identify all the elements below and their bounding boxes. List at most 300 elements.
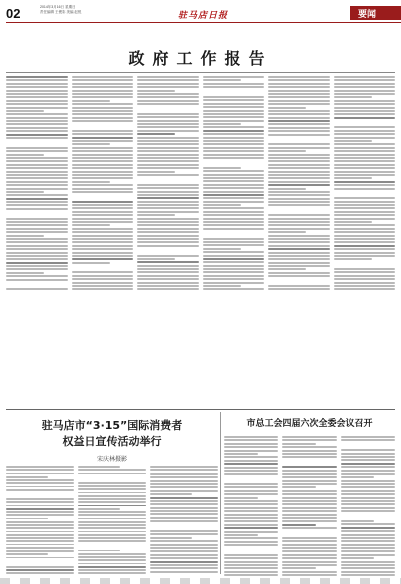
text-line xyxy=(6,150,68,152)
text-line xyxy=(224,557,278,559)
text-line xyxy=(72,231,134,233)
text-line xyxy=(268,147,330,149)
text-line xyxy=(72,211,134,213)
text-line xyxy=(137,197,199,199)
text-line xyxy=(341,554,395,556)
text-line xyxy=(341,564,395,566)
text-line xyxy=(78,488,146,490)
text-line xyxy=(137,214,175,216)
text-line xyxy=(224,446,278,448)
text-line xyxy=(203,184,265,186)
text-line xyxy=(334,110,396,112)
text-line xyxy=(6,498,74,500)
text-line xyxy=(224,470,278,472)
text-line xyxy=(72,137,134,139)
text-line xyxy=(72,164,134,166)
text-line xyxy=(6,201,68,203)
text-line xyxy=(341,540,395,542)
text-line xyxy=(224,500,278,502)
text-line xyxy=(203,204,241,206)
text-line xyxy=(6,531,74,533)
text-line xyxy=(282,500,336,502)
text-line xyxy=(78,550,120,552)
text-line xyxy=(6,550,74,552)
text-line xyxy=(6,537,74,539)
text-line xyxy=(6,174,68,176)
text-line xyxy=(268,194,330,196)
consumer-rights-story xyxy=(6,416,218,576)
text-line xyxy=(6,501,74,503)
text-line xyxy=(6,466,74,468)
text-line xyxy=(78,559,146,561)
union-story-body xyxy=(224,436,395,576)
text-line xyxy=(137,160,199,162)
text-line xyxy=(268,231,306,233)
text-line xyxy=(6,469,74,471)
text-line xyxy=(203,180,265,182)
text-line xyxy=(282,574,336,576)
text-line xyxy=(341,480,395,482)
text-line xyxy=(137,154,199,156)
text-line xyxy=(6,511,74,513)
text-line xyxy=(268,275,330,277)
text-line xyxy=(6,476,48,478)
text-line xyxy=(341,436,395,438)
text-line xyxy=(282,567,316,569)
text-line xyxy=(341,466,395,468)
text-line xyxy=(224,486,278,488)
text-line xyxy=(150,490,218,492)
paragraph-gap xyxy=(334,262,396,267)
text-line xyxy=(78,531,146,533)
paragraph-gap xyxy=(72,265,134,270)
text-line xyxy=(341,507,395,509)
text-line xyxy=(334,164,396,166)
text-line xyxy=(203,130,265,132)
text-line xyxy=(334,154,396,156)
text-line xyxy=(268,248,330,250)
text-line xyxy=(6,479,74,481)
text-line xyxy=(72,245,134,247)
text-line xyxy=(137,174,199,176)
text-line xyxy=(6,137,68,139)
text-line xyxy=(282,493,336,495)
text-line xyxy=(341,493,395,495)
text-line xyxy=(334,278,396,280)
text-line xyxy=(150,469,218,471)
paragraph-gap xyxy=(203,231,265,236)
text-line xyxy=(341,567,395,569)
text-line xyxy=(72,150,134,152)
paragraph-gap xyxy=(341,443,395,448)
paragraph-gap xyxy=(137,248,199,253)
text-line xyxy=(224,493,278,495)
paragraph-gap xyxy=(224,477,278,482)
text-line xyxy=(72,221,134,223)
paragraph-gap xyxy=(6,492,74,497)
text-line xyxy=(334,271,396,273)
text-line xyxy=(203,285,241,287)
text-line xyxy=(268,143,330,145)
text-line xyxy=(334,221,372,223)
text-line xyxy=(6,79,68,81)
text-line xyxy=(6,164,68,166)
text-line xyxy=(203,143,265,145)
text-line xyxy=(334,143,396,145)
text-line xyxy=(268,235,330,237)
text-line xyxy=(6,171,68,173)
text-line xyxy=(268,96,330,98)
text-line xyxy=(334,238,396,240)
text-line xyxy=(334,171,396,173)
text-line xyxy=(334,86,396,88)
text-line xyxy=(6,147,68,149)
text-line xyxy=(78,524,146,526)
union-story-title: 市总工会四届六次全委会议召开 xyxy=(246,419,373,429)
text-line xyxy=(282,466,336,468)
text-line xyxy=(334,160,396,162)
text-line xyxy=(282,503,336,505)
text-line xyxy=(203,251,265,253)
text-line xyxy=(282,550,336,552)
text-line xyxy=(72,100,110,102)
text-line xyxy=(224,520,278,522)
paragraph-gap xyxy=(137,107,199,112)
text-line xyxy=(6,93,68,95)
text-line xyxy=(224,517,278,519)
text-line xyxy=(203,278,265,280)
text-line xyxy=(137,126,199,128)
paragraph-gap xyxy=(268,279,330,284)
text-line xyxy=(72,96,134,98)
paragraph-gap xyxy=(341,514,395,519)
text-line xyxy=(282,446,336,448)
text-line xyxy=(282,480,336,482)
text-line xyxy=(6,86,68,88)
text-line xyxy=(150,544,218,546)
section-label: 要闻 xyxy=(358,9,377,19)
text-line xyxy=(78,534,146,536)
text-line xyxy=(224,544,278,546)
text-line xyxy=(137,137,199,139)
text-line xyxy=(341,571,395,573)
text-line xyxy=(6,241,68,243)
masthead-rule xyxy=(6,22,401,23)
text-line xyxy=(341,486,395,488)
text-line xyxy=(203,147,265,149)
text-line xyxy=(282,554,336,556)
text-line xyxy=(282,571,336,573)
text-line xyxy=(6,107,68,109)
text-line xyxy=(72,130,134,132)
text-line xyxy=(137,184,199,186)
text-line xyxy=(6,221,68,223)
text-line xyxy=(282,486,316,488)
main-headline: 政府工作报告 xyxy=(128,49,273,68)
text-line xyxy=(341,561,395,563)
text-line xyxy=(72,282,134,284)
text-line xyxy=(78,537,146,539)
text-line xyxy=(203,154,265,156)
text-line xyxy=(268,86,330,88)
text-line xyxy=(341,470,395,472)
text-line xyxy=(150,561,218,563)
text-line xyxy=(137,255,199,257)
text-line xyxy=(268,191,330,193)
text-line xyxy=(224,467,278,469)
text-line xyxy=(224,507,278,509)
text-line xyxy=(137,93,199,95)
paragraph-gap xyxy=(224,547,278,552)
text-line xyxy=(6,224,68,226)
text-line xyxy=(150,500,218,502)
text-line xyxy=(268,120,330,122)
text-line xyxy=(341,574,395,576)
text-line xyxy=(334,258,372,260)
text-line xyxy=(137,79,199,81)
text-line xyxy=(334,93,396,95)
text-line xyxy=(268,103,330,105)
text-line xyxy=(6,198,68,200)
text-line xyxy=(137,133,175,135)
story-column xyxy=(6,466,74,574)
text-line xyxy=(341,453,395,455)
text-line xyxy=(341,547,395,549)
text-line xyxy=(72,235,134,237)
text-line xyxy=(6,188,68,190)
paragraph-gap xyxy=(6,140,68,145)
text-line xyxy=(203,248,241,250)
text-line xyxy=(334,211,396,213)
text-line xyxy=(6,557,74,559)
text-line xyxy=(334,285,396,287)
text-line xyxy=(268,245,330,247)
text-line xyxy=(6,252,68,254)
text-line xyxy=(334,241,396,243)
text-line xyxy=(268,174,330,176)
text-line xyxy=(203,96,265,98)
text-line xyxy=(6,160,68,162)
paragraph-gap xyxy=(78,476,146,481)
article-column xyxy=(268,76,330,408)
text-line xyxy=(6,514,74,516)
text-line xyxy=(72,184,134,186)
text-line xyxy=(6,184,68,186)
text-line xyxy=(282,544,336,546)
text-line xyxy=(6,120,68,122)
text-line xyxy=(6,473,74,475)
text-line xyxy=(6,90,68,92)
text-line xyxy=(150,550,218,552)
article-column xyxy=(72,76,134,408)
text-line xyxy=(334,150,396,152)
text-line xyxy=(137,167,199,169)
text-line xyxy=(137,130,199,132)
text-line xyxy=(203,261,265,263)
text-line xyxy=(72,288,134,290)
text-line xyxy=(78,485,146,487)
text-line xyxy=(72,113,134,115)
text-line xyxy=(137,211,199,213)
text-line xyxy=(268,167,330,169)
text-line xyxy=(334,130,396,132)
text-line xyxy=(72,191,134,193)
text-line xyxy=(334,90,396,92)
text-line xyxy=(334,248,396,250)
text-line xyxy=(137,194,199,196)
text-line xyxy=(341,490,395,492)
text-line xyxy=(224,541,278,543)
text-line xyxy=(268,79,330,81)
page-footer-pattern xyxy=(0,578,401,584)
text-line xyxy=(334,184,396,186)
text-line xyxy=(268,107,306,109)
text-line xyxy=(224,460,278,462)
text-line xyxy=(72,224,110,226)
text-line xyxy=(224,527,278,529)
text-line xyxy=(268,241,330,243)
text-line xyxy=(6,231,68,233)
text-line xyxy=(224,524,278,526)
text-line xyxy=(72,76,134,78)
paragraph-gap xyxy=(334,191,396,196)
text-line xyxy=(334,275,396,277)
text-line xyxy=(6,534,74,536)
text-line xyxy=(150,507,218,509)
text-line xyxy=(72,181,110,183)
text-line xyxy=(341,473,395,475)
text-line xyxy=(282,527,336,529)
text-line xyxy=(224,561,278,563)
text-line xyxy=(334,245,396,247)
text-line xyxy=(6,181,68,183)
text-line xyxy=(268,204,330,206)
text-line xyxy=(6,279,68,281)
text-line xyxy=(137,143,199,145)
paragraph-gap xyxy=(6,282,68,287)
text-line xyxy=(282,561,336,563)
text-line xyxy=(150,486,218,488)
paragraph-gap xyxy=(282,531,336,536)
text-line xyxy=(72,140,134,142)
text-line xyxy=(203,238,265,240)
text-line xyxy=(268,181,330,183)
text-line xyxy=(6,505,74,507)
text-line xyxy=(334,282,396,284)
text-line xyxy=(341,439,395,441)
text-line xyxy=(224,510,278,512)
text-line xyxy=(150,530,218,532)
text-line xyxy=(72,133,134,135)
text-line xyxy=(137,150,199,152)
text-line xyxy=(341,520,375,522)
text-line xyxy=(334,100,396,102)
text-line xyxy=(282,490,336,492)
section-divider xyxy=(6,409,395,410)
text-line xyxy=(6,76,68,78)
text-line xyxy=(137,228,199,230)
text-line xyxy=(6,288,68,290)
text-line xyxy=(334,288,396,290)
text-line xyxy=(203,79,241,81)
text-line xyxy=(137,221,199,223)
text-line xyxy=(72,262,110,264)
text-line xyxy=(203,106,265,108)
text-line xyxy=(150,493,192,495)
text-line xyxy=(334,126,396,128)
text-line xyxy=(334,140,372,142)
text-line xyxy=(150,476,218,478)
text-line xyxy=(72,271,134,273)
text-line xyxy=(6,218,68,220)
text-line xyxy=(6,204,68,206)
text-line xyxy=(72,214,134,216)
text-line xyxy=(72,107,134,109)
text-line xyxy=(72,174,134,176)
text-line xyxy=(282,547,336,549)
text-line xyxy=(203,170,265,172)
text-line xyxy=(282,456,336,458)
headline-rule xyxy=(6,72,395,73)
text-line xyxy=(282,510,336,512)
text-line xyxy=(6,508,74,510)
text-line xyxy=(78,556,146,558)
text-line xyxy=(282,473,336,475)
text-line xyxy=(150,503,218,505)
text-line xyxy=(203,99,265,101)
text-line xyxy=(72,188,134,190)
text-line xyxy=(6,540,74,542)
text-line xyxy=(268,218,330,220)
text-line xyxy=(224,574,278,576)
newspaper-logo: 驻马店日报 xyxy=(178,11,229,21)
text-line xyxy=(341,527,395,529)
text-line xyxy=(137,116,199,118)
paragraph-gap xyxy=(334,120,396,125)
text-line xyxy=(203,288,265,290)
text-line xyxy=(334,252,396,254)
story-column xyxy=(150,466,218,574)
text-line xyxy=(282,507,336,509)
text-line xyxy=(203,265,265,267)
text-line xyxy=(341,500,395,502)
text-line xyxy=(203,86,265,88)
text-line xyxy=(268,90,330,92)
text-line xyxy=(334,137,396,139)
text-line xyxy=(137,218,199,220)
text-line xyxy=(150,564,218,566)
text-line xyxy=(6,96,68,98)
text-line xyxy=(341,463,395,465)
text-line xyxy=(268,177,330,179)
text-line xyxy=(137,265,199,267)
text-line xyxy=(334,231,396,233)
text-line xyxy=(268,130,330,132)
text-line xyxy=(268,117,330,119)
text-line xyxy=(203,255,265,257)
text-line xyxy=(72,207,134,209)
paragraph-gap xyxy=(137,177,199,182)
text-line xyxy=(137,261,199,263)
consumer-title-line-1: 驻马店市“3·15”国际消费者 xyxy=(41,419,183,432)
text-line xyxy=(334,181,396,183)
text-line xyxy=(282,470,336,472)
text-line xyxy=(72,252,134,254)
text-line xyxy=(150,540,218,542)
text-line xyxy=(78,495,146,497)
text-line xyxy=(334,228,396,230)
text-line xyxy=(341,503,395,505)
